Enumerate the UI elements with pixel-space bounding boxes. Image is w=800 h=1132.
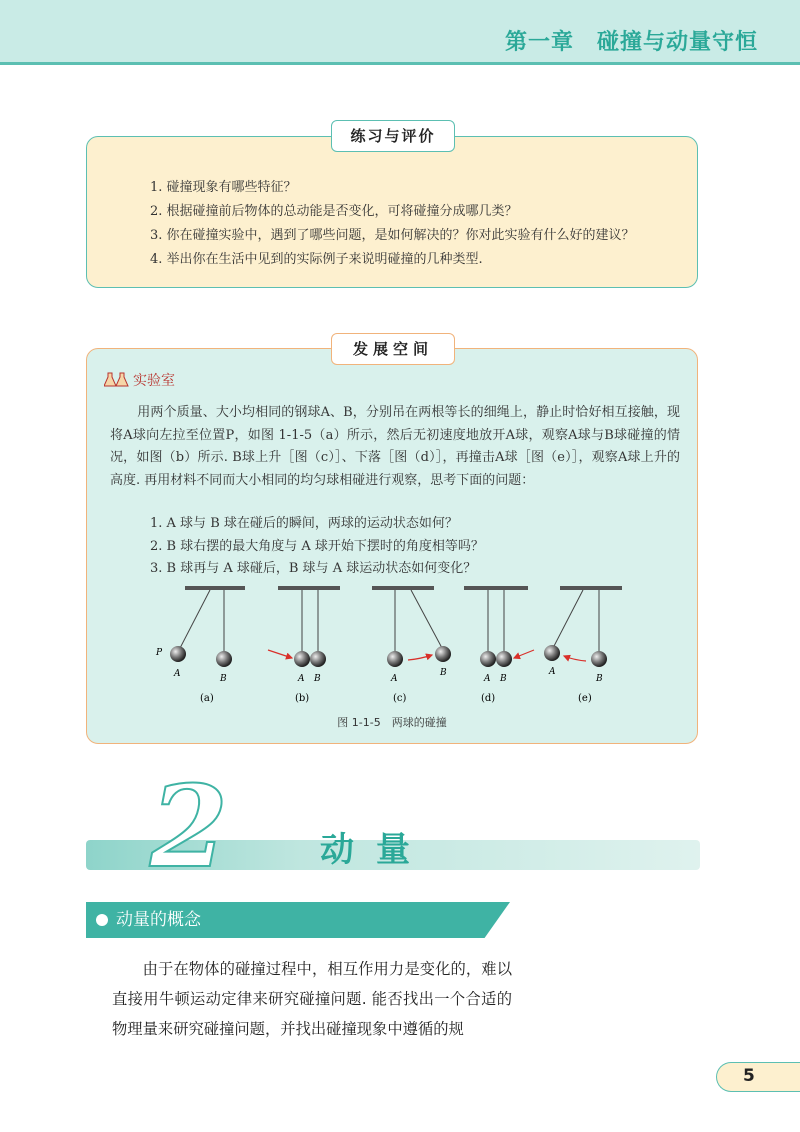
support-bar	[278, 586, 340, 590]
exercise-item: 1. 碰撞现象有哪些特征？	[150, 180, 297, 195]
ball-a	[387, 651, 403, 667]
figure-panel-e	[544, 586, 622, 704]
panel-label-d: (d)	[481, 693, 496, 704]
question-list	[150, 513, 484, 581]
ball-b	[591, 651, 607, 667]
panel-label-e: (e)	[578, 693, 592, 704]
chapter-title: 第一章 碰撞与动量守恒	[504, 30, 758, 55]
motion-arrow	[564, 656, 586, 661]
figure-panel-d	[464, 586, 534, 704]
question-item: 2. B 球右摆的最大角度与 A 球开始下摆时的角度相等吗？	[150, 538, 484, 554]
figure-panel-a	[155, 586, 245, 704]
question-item: 3. B 球再与 A 球碰后，B 球与 A 球运动状态如何变化？	[150, 561, 477, 576]
section-number: 2	[150, 762, 228, 893]
pendulum-figure	[140, 582, 660, 712]
support-bar	[560, 586, 622, 590]
body-paragraph: 由于在物体的碰撞过程中，相互作用力是变化的，难以直接用牛顿运动定律来研究碰撞问题. 能否找出一个合适的物理量来研究碰撞问题，并找出碰撞现象中遵循的规	[112, 960, 512, 1038]
panel-label-c: (c)	[393, 693, 407, 704]
ball-a	[480, 651, 496, 667]
exercise-item: 2. 根据碰撞前后物体的总动能是否变化，可将碰撞分成哪几类？	[150, 204, 518, 219]
label-b: B	[440, 668, 447, 678]
ball-a	[170, 646, 186, 662]
label-a: A	[549, 667, 556, 677]
ball-b	[310, 651, 326, 667]
support-bar	[464, 586, 528, 590]
bullet-icon	[96, 914, 108, 926]
exercise-tab: 练习与评价	[331, 120, 455, 152]
question-item: 1. A 球与 B 球在碰后的瞬间，两球的运动状态如何？	[150, 516, 458, 531]
ball-b	[496, 651, 512, 667]
section-title: 动量	[320, 830, 432, 870]
experiment-description: 用两个质量、大小均相同的钢球A、B，分别吊在两根等长的细绳上，静止时恰好相互接触，现将A球向左拉至位置P，如图 1-1-5（a）所示，然后无初速度地放开A球，观察A球与B球碰撞的情况，如图（b）所示. B球上升［图（c）］、下落［图（d）］，再撞击A球［图（e）］，观察A球上升的高度. 再用材料不同而大小相同的均匀球相碰进行观察，思考下面的问题：	[110, 405, 680, 488]
ball-a	[294, 651, 310, 667]
label-a: A	[484, 674, 491, 684]
motion-arrow	[514, 650, 534, 658]
string	[178, 590, 210, 652]
exercise-item: 4. 举出你在生活中见到的实际例子来说明碰撞的几种类型.	[150, 252, 483, 267]
label-b: B	[596, 674, 603, 684]
figure-panel-c	[372, 586, 451, 704]
label-b: B	[314, 674, 321, 684]
support-bar	[185, 586, 245, 590]
figure-caption: 图 1-1-5 两球的碰撞	[337, 716, 447, 729]
label-p: P	[156, 648, 163, 658]
figure-panel-b	[268, 586, 340, 704]
exercise-list	[150, 176, 690, 272]
page-number: 5	[716, 1062, 800, 1092]
ball-b	[216, 651, 232, 667]
development-tab: 发展空间	[331, 333, 455, 365]
panel-label-b: (b)	[295, 693, 310, 704]
lab-heading	[104, 370, 175, 390]
string	[553, 590, 583, 648]
ball-a	[544, 645, 560, 661]
motion-arrow	[268, 650, 292, 658]
string	[411, 590, 442, 648]
label-a: A	[298, 674, 305, 684]
header-rule	[0, 62, 800, 65]
flask-icon	[104, 372, 130, 388]
exercise-item: 3. 你在碰撞实验中，遇到了哪些问题，是如何解决的？你对此实验有什么好的建议？	[150, 228, 635, 243]
subsection-title: 动量的概念	[116, 910, 201, 930]
support-bar	[372, 586, 434, 590]
label-a: A	[174, 669, 181, 679]
label-b: B	[220, 674, 227, 684]
motion-arrow	[408, 655, 432, 660]
ball-b	[435, 646, 451, 662]
label-a: A	[391, 674, 398, 684]
lab-label: 实验室	[133, 373, 175, 389]
panel-label-a: (a)	[200, 693, 214, 704]
label-b: B	[500, 674, 507, 684]
